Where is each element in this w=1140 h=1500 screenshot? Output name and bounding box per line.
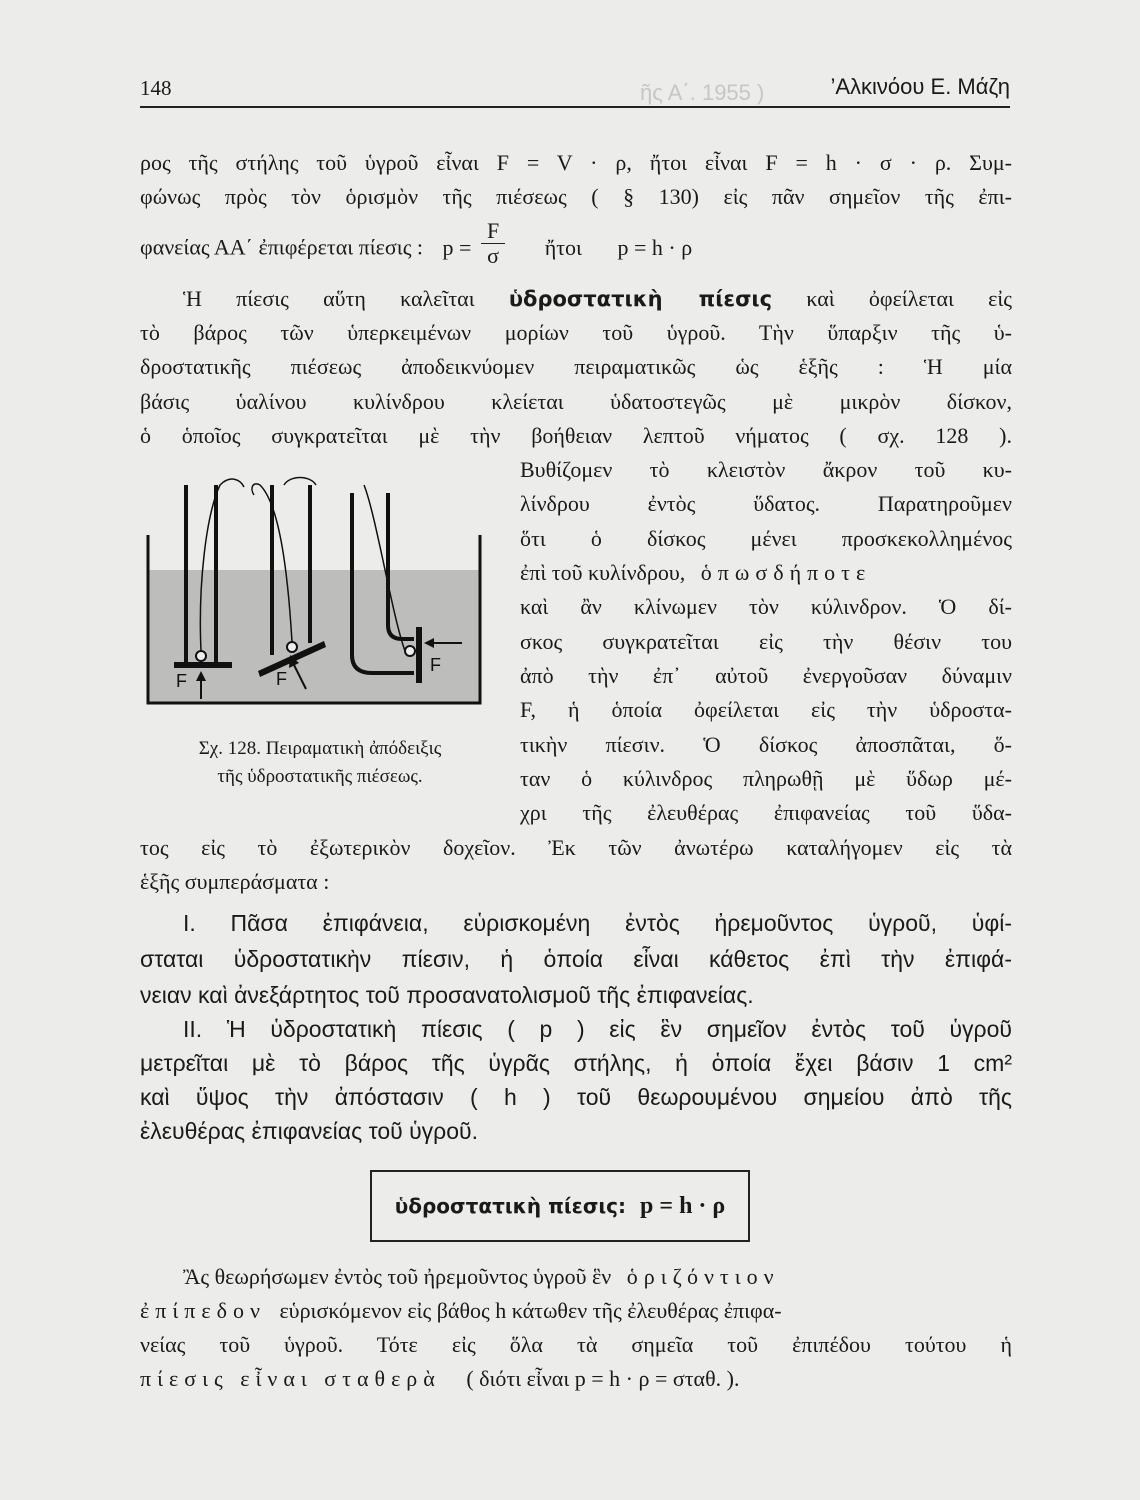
formula-label: ὑδροστατικὴ πίεσις:	[394, 1194, 627, 1218]
disc-2-knot	[287, 642, 297, 652]
running-head: ’Αλκινόου Ε. Μάζη	[830, 74, 1010, 99]
term-bold: ὑδροστατικὴ πίεσις	[508, 287, 773, 311]
text-line: Βυθίζομεν τὸ κλειστὸν ἄκρον τοῦ κυ-	[520, 457, 1012, 482]
text-line: λίνδρου ἐντὸς ὕδατος. Παρατηροῦμεν	[520, 491, 1012, 516]
text-span: φανείας ΑΑ΄ ἐπιφέρεται πίεσις :	[140, 234, 424, 260]
force-label-2: F	[276, 669, 287, 689]
fraction-numerator: F	[481, 219, 505, 244]
text-span: εὑρισκόμενον εἰς βάθος h κάτωθεν τῆς ἐλευθέρας ἐπιφα-	[279, 1298, 782, 1323]
figure-128-hydrostatic-pressure	[140, 475, 490, 735]
conclusion-line: καὶ ὕψος τὴν ἀπόστασιν ( h ) τοῦ θεωρουμένου σημείου ἀπὸ τῆς	[140, 1084, 1012, 1110]
conclusion-line: μετρεῖται μὲ τὸ βάρος τῆς ὑγρᾶς στήλης, ἡ ὁποία ἔχει βάσιν 1 cm²	[140, 1050, 1012, 1076]
text-line: ρος τῆς στήλης τοῦ ὑγροῦ εἶναι F = V · ρ, ἤτοι εἶναι F = h · σ · ρ. Συμ-	[140, 150, 1012, 175]
conclusion-line: Ι. Πᾶσα ἐπιφάνεια, εὑρισκομένη ἐντὸς ἠρεμοῦντος ὑγροῦ, ὑφί-	[183, 910, 1012, 936]
formula-box	[370, 1170, 750, 1242]
cylinder-1-left-wall	[184, 485, 188, 663]
cylinder-1-right-wall	[214, 485, 218, 663]
conclusion-line: ἐλευθέρας ἐπιφανείας τοῦ ὑγροῦ.	[140, 1118, 479, 1144]
figure-caption-line: Σχ. 128. Πειραματικὴ ἀπόδειξις	[198, 738, 442, 759]
text-line	[183, 1262, 1012, 1292]
text-line: τος εἰς τὸ ἐξωτερικὸν δοχεῖον. Ἐκ τῶν ἀνωτέρω καταλήγομεν εἰς τὰ	[140, 835, 1012, 860]
disc-1-knot	[196, 651, 206, 661]
formula-equation: p = h · ρ	[640, 1192, 726, 1219]
text-span: καὶ ὀφείλεται εἰς	[806, 286, 1013, 311]
text-line: νείας τοῦ ὑγροῦ. Τότε εἰς ὅλα τὰ σημεῖα τοῦ ἐπιπέδου τούτου ἡ	[140, 1332, 1012, 1357]
text-line: χρι τῆς ἐλευθέρας ἐπιφανείας τοῦ ὕδα-	[520, 800, 1012, 825]
formula-line	[140, 218, 1012, 274]
fraction-denominator: σ	[487, 243, 499, 268]
text-span: ( διότι εἶναι p = h · ρ = σταθ. ).	[466, 1366, 740, 1391]
text-line: φώνως πρὸς τὸν ὁρισμὸν τῆς πιέσεως ( § 130) εἰς πᾶν σημεῖον τῆς ἐπι-	[140, 184, 1012, 209]
spaced-emphasis: ὁριζόντιον	[626, 1264, 780, 1289]
formula-result: p = h · ρ	[617, 234, 693, 260]
text-line: ἀπὸ τὴν ἐπ᾿ αὐτοῦ ἐνεργοῦσαν δύναμιν	[520, 663, 1012, 688]
page-number: 148	[140, 76, 172, 100]
formula-p: p =	[442, 234, 472, 260]
text-line: σκος συγκρατεῖται εἰς τὴν θέσιν του	[520, 629, 1012, 654]
page-header	[140, 70, 1010, 108]
force-label-3: F	[430, 655, 441, 675]
text-span: ἤτοι	[544, 234, 582, 260]
disc-1	[174, 662, 232, 668]
conclusion-line: νειαν καὶ ἀνεξάρτητος τοῦ προσανατολισμοῦ τῆς ἐπιφανείας.	[140, 982, 754, 1008]
disc-3-knot	[405, 646, 415, 656]
text-line: F, ἡ ὁποία ὀφείλεται εἰς τὴν ὑδροστα-	[520, 697, 1012, 722]
text-line	[520, 558, 1012, 588]
text-line: βάσις ὑαλίνου κυλίνδρου κλείεται ὑδατοστεγῶς μὲ μικρὸν δίσκον,	[140, 389, 1012, 414]
bleed-through-text: ῆς Α΄. 1955 )	[640, 80, 765, 105]
text-line: καὶ ἂν κλίνωμεν τὸν κύλινδρον. Ὁ δί-	[520, 594, 1012, 619]
spaced-emphasis: ὁπωσδήποτε	[700, 560, 872, 585]
text-line: ὁ ὁποῖος συγκρατεῖται μὲ τὴν βοήθειαν λεπτοῦ νήματος ( σχ. 128 ).	[140, 423, 1012, 448]
text-span: Ἡ πίεσις αὕτη καλεῖται	[183, 286, 475, 311]
text-line: τικὴν πίεσιν. Ὁ δίσκος ἀποσπᾶται, ὅ-	[520, 732, 1012, 757]
text-span: Ἂς θεωρήσωμεν ἐντὸς τοῦ ἠρεμοῦντος ὑγροῦ ἓν	[183, 1264, 612, 1289]
text-line: δροστατικῆς πιέσεως ἀποδεικνύομεν πειραματικῶς ὡς ἑξῆς : Ἡ μία	[140, 354, 1012, 379]
text-line	[183, 284, 1012, 314]
force-label-1: F	[176, 671, 187, 691]
text-line: ὅτι ὁ δίσκος μένει προσκεκολλημένος	[520, 526, 1012, 551]
spaced-emphasis: πίεσις εἶναι σταθερὰ	[140, 1366, 441, 1391]
text-line	[140, 1364, 1012, 1394]
text-span: ἐπὶ τοῦ κυλίνδρου,	[520, 560, 686, 585]
water-region	[148, 570, 480, 702]
disc-3	[416, 627, 422, 683]
conclusion-line: ΙΙ. Ἡ ὑδροστατικὴ πίεσις ( p ) εἰς ἓν σημεῖον ἐντὸς τοῦ ὑγροῦ	[183, 1016, 1012, 1042]
cylinder-2-right-wall	[308, 485, 312, 643]
text-line: ταν ὁ κύλινδρος πληρωθῇ μὲ ὕδωρ μέ-	[520, 766, 1012, 791]
fraction	[481, 219, 505, 268]
text-line: ἑξῆς συμπεράσματα :	[140, 869, 330, 894]
figure-caption-line: τῆς ὑδροστατικῆς πιέσεως.	[217, 766, 423, 787]
text-line: τὸ βάρος τῶν ὑπερκειμένων μορίων τοῦ ὑγροῦ. Τὴν ὕπαρξιν τῆς ὑ-	[140, 320, 1012, 345]
text-line	[140, 1296, 1012, 1326]
spaced-emphasis: ἐπίπεδον	[140, 1298, 266, 1323]
conclusion-line: σταται ὑδροστατικὴν πίεσιν, ἡ ὁποία εἶναι κάθετος ἐπὶ τὴν ἐπιφά-	[140, 946, 1012, 972]
